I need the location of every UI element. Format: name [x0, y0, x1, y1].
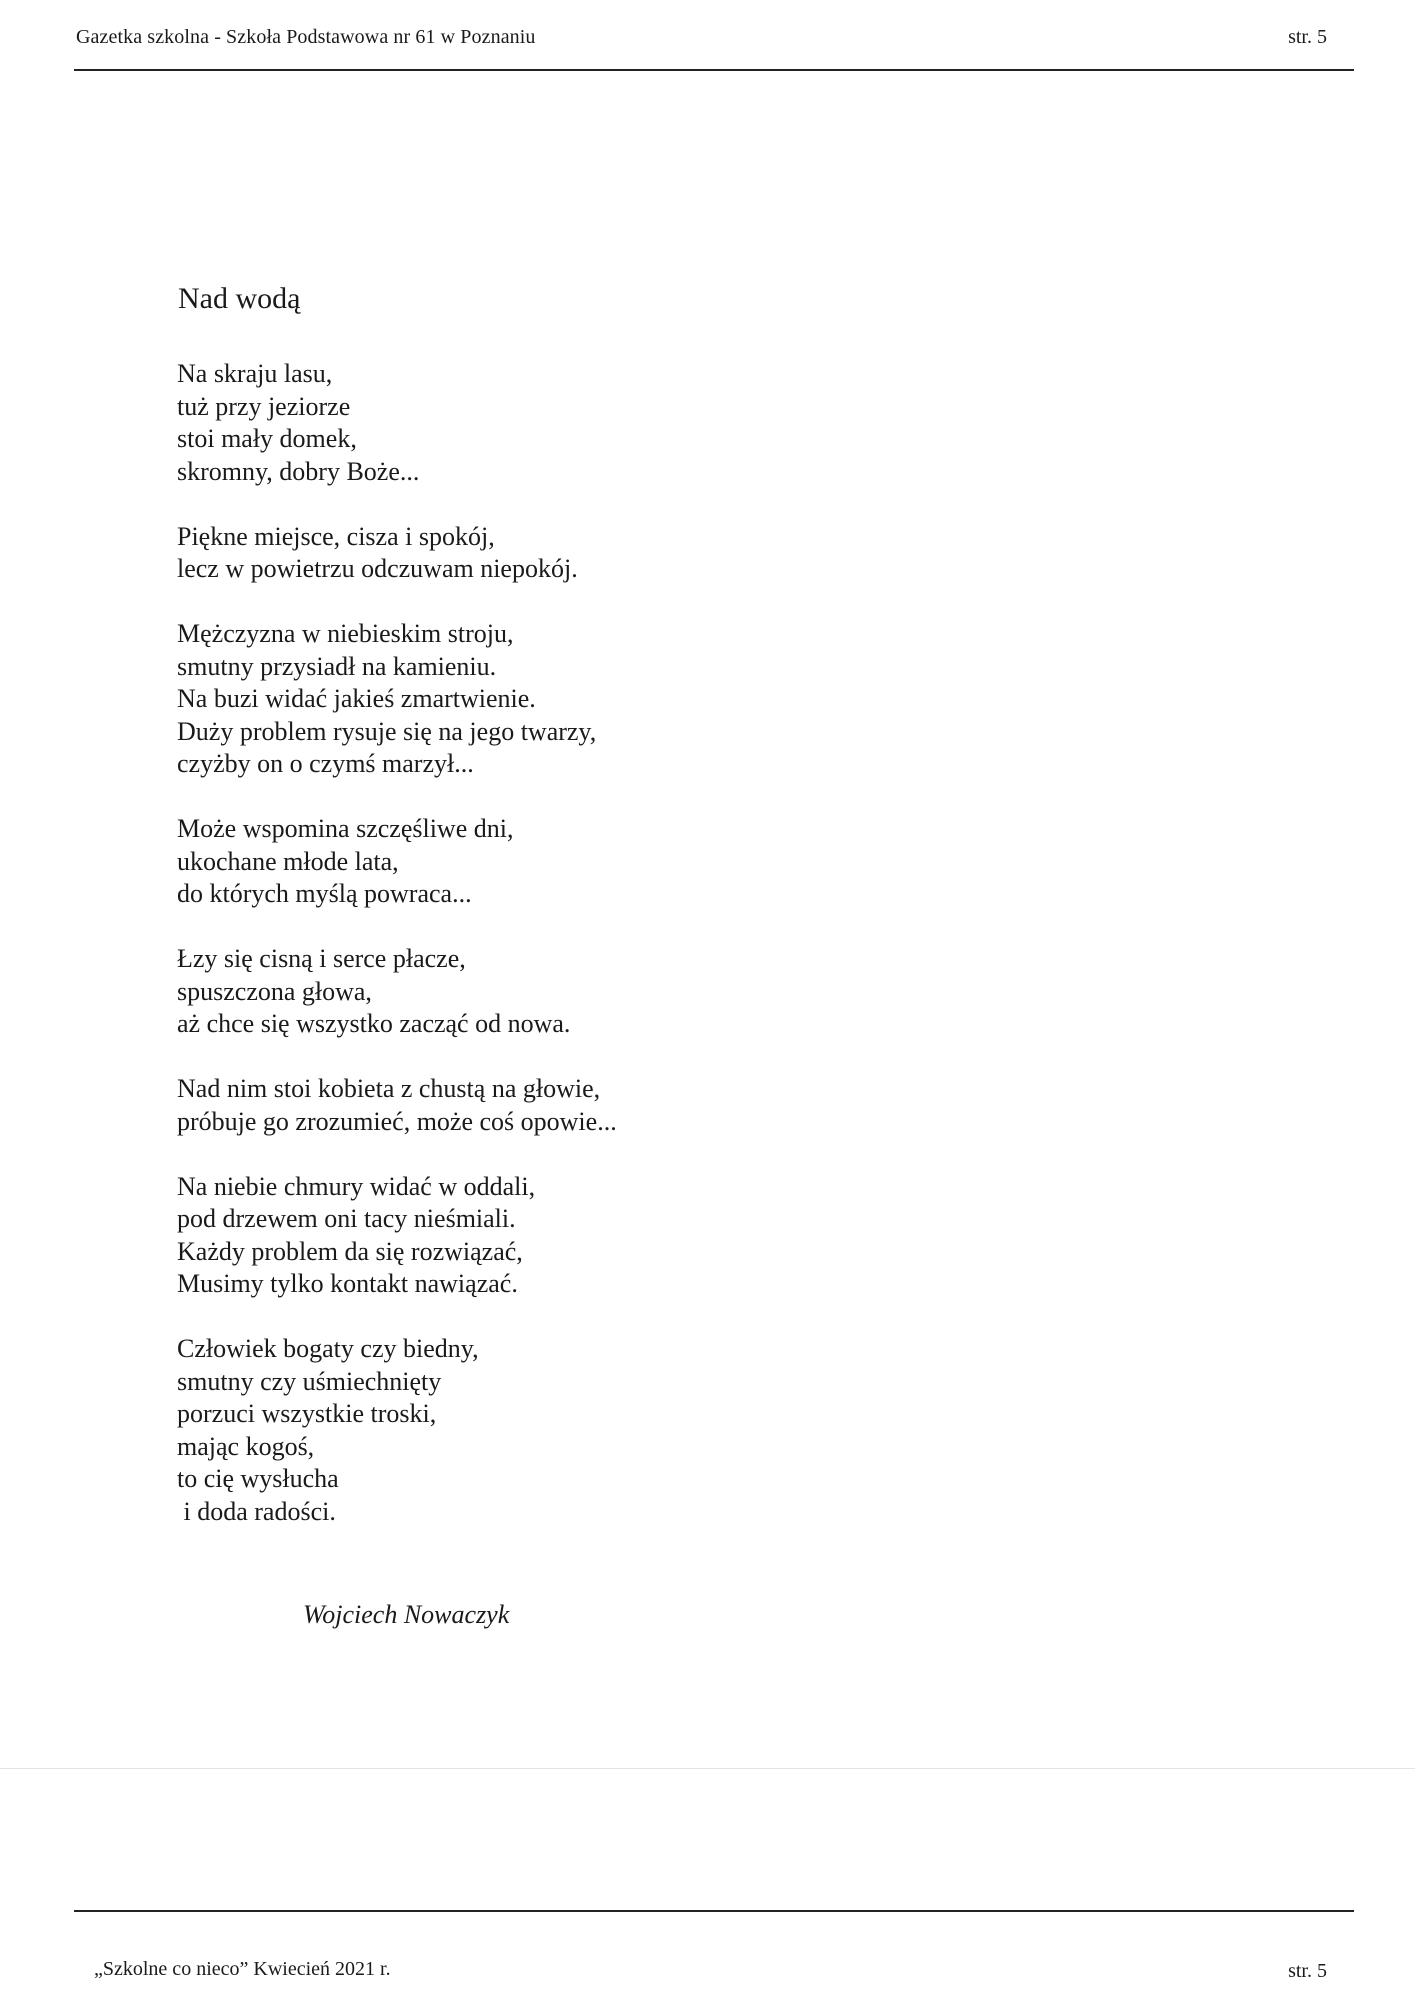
scan-fold-line — [0, 1768, 1415, 1769]
poem-line: Każdy problem da się rozwiązać, — [177, 1236, 523, 1266]
poem-line: stoi mały domek, — [177, 424, 357, 453]
poem-line: porzuci wszystkie troski, — [177, 1399, 437, 1428]
footer-page-number: str. 5 — [1288, 1960, 1327, 1982]
poem-line: Musimy tylko kontakt nawiązać. — [177, 1269, 518, 1298]
poem-line: tuż przy jeziorze — [177, 391, 351, 421]
poem-line: Piękne miejsce, cisza i spokój, — [177, 521, 495, 551]
poem-line: Nad nim stoi kobieta z chustą na głowie, — [177, 1074, 601, 1103]
poem-title: Nad wodą — [178, 282, 301, 315]
poem-stanza — [177, 943, 617, 1041]
poem-line: lecz w powietrzu odczuwam niepokój. — [177, 554, 578, 583]
poem-line: Na skraju lasu, — [177, 359, 333, 388]
poem-line: mając kogoś, — [177, 1431, 315, 1461]
poem-stanza — [177, 358, 617, 488]
poem-line: smutny przysiadł na kamieniu. — [177, 651, 497, 681]
poem-line: Na buzi widać jakieś zmartwienie. — [177, 684, 536, 713]
poem-line: Mężczyzna w niebieskim stroju, — [177, 619, 514, 648]
poem-line: pod drzewem oni tacy nieśmiali. — [177, 1204, 516, 1233]
poem-line: Łzy się cisną i serce płacze, — [177, 944, 466, 973]
poem-line: Duży problem rysuje się na jego twarzy, — [177, 716, 597, 746]
poem-line: smutny czy uśmiechnięty — [177, 1366, 442, 1396]
poem-line: ukochane młode lata, — [177, 846, 399, 876]
poem-line: spuszczona głowa, — [177, 976, 372, 1006]
poem-line: to cię wysłucha — [177, 1464, 339, 1493]
poem-line: do których myślą powraca... — [177, 879, 472, 908]
poem-line: i doda radości. — [177, 1496, 336, 1526]
header-divider — [74, 69, 1354, 71]
poem-line: Człowiek bogaty czy biedny, — [177, 1334, 479, 1363]
poem-line: aż chce się wszystko zacząć od nowa. — [177, 1009, 571, 1038]
poem-line: Może wspomina szczęśliwe dni, — [177, 814, 514, 843]
poem-stanza — [177, 618, 617, 781]
poem-author: Wojciech Nowaczyk — [303, 1600, 510, 1629]
poem-stanza — [177, 521, 617, 586]
poem-stanza — [177, 813, 617, 911]
poem-line: Na niebie chmury widać w oddali, — [177, 1171, 536, 1201]
poem-stanza — [177, 1073, 617, 1138]
poem-line: skromny, dobry Boże... — [177, 456, 420, 486]
poem-stanza — [177, 1171, 617, 1301]
footer-title: „Szkolne co nieco” Kwiecień 2021 r. — [94, 1958, 391, 1980]
poem-line: próbuje go zrozumieć, może coś opowie... — [177, 1106, 617, 1136]
header-page-number: str. 5 — [1288, 26, 1327, 48]
footer-divider — [74, 1910, 1354, 1912]
poem-line: czyżby on o czymś marzył... — [177, 749, 474, 778]
poem-stanza — [177, 1333, 617, 1528]
poem-body — [177, 358, 617, 1528]
header-title: Gazetka szkolna - Szkoła Podstawowa nr 61 w Poznaniu — [76, 26, 536, 48]
